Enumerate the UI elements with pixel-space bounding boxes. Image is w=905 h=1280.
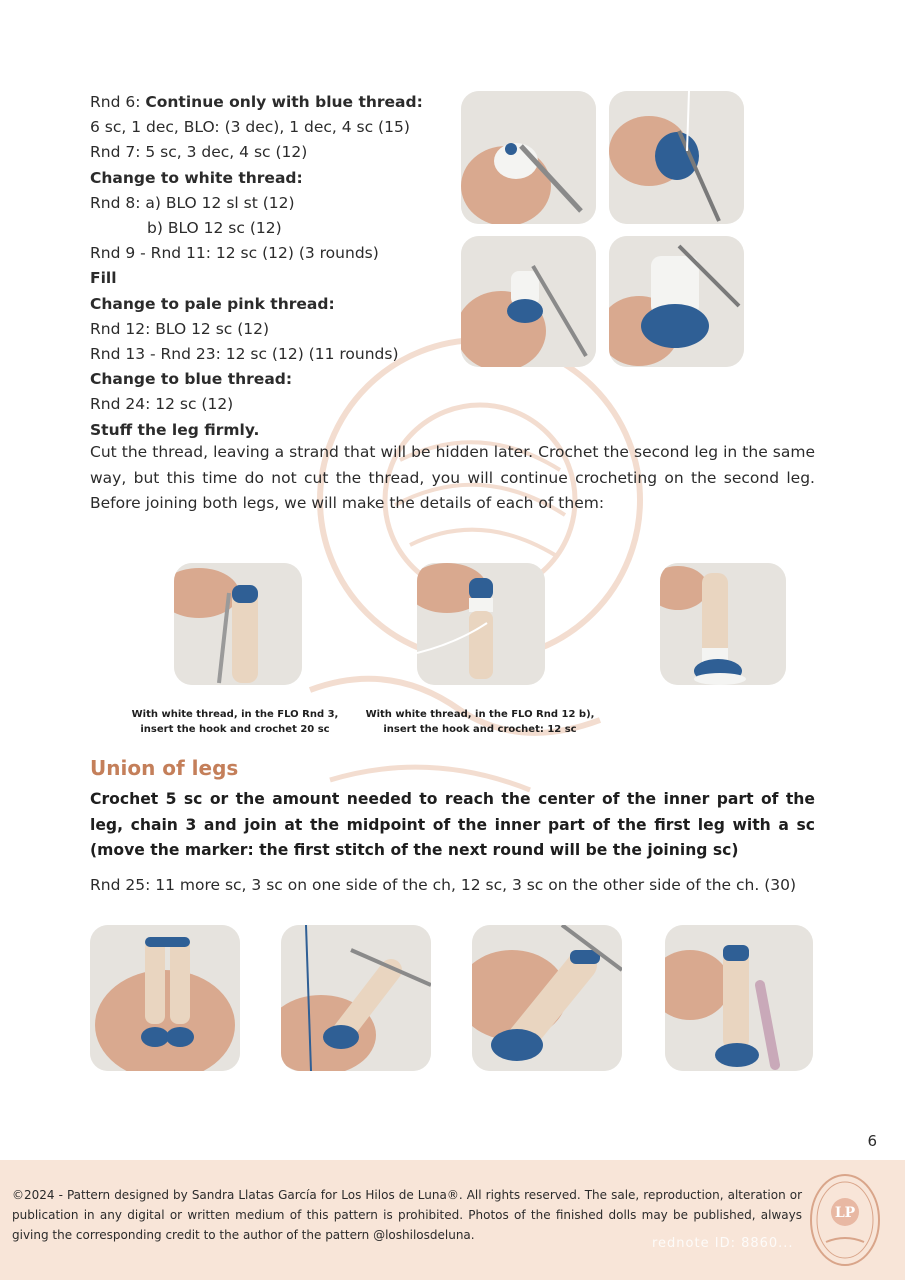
caption-1 — [110, 707, 360, 737]
page-number: 6 — [867, 1132, 877, 1150]
caption-1-line2: insert the hook and crochet 20 sc — [140, 724, 330, 735]
caption-2 — [355, 707, 605, 737]
change-blue-line: Change to blue thread: — [90, 370, 293, 389]
rnd8a-line: Rnd 8: a) BLO 12 sl st (12) — [90, 193, 295, 212]
rnd7-line: Rnd 7: 5 sc, 3 dec, 4 sc (12) — [90, 143, 308, 162]
photo-step-4 — [609, 236, 744, 367]
stuff-line: Stuff the leg firmly. — [90, 420, 260, 439]
rnd13-23-line: Rnd 13 - Rnd 23: 12 sc (12) (11 rounds) — [90, 345, 399, 364]
leg-paragraph: Cut the thread, leaving a strand that will be hidden later. Crochet the second leg in the same way, but this time do not cut the thread, you will continue crocheting on the second leg. Before joining both legs, we will make the details of each of them: — [90, 443, 815, 512]
change-white-line: Change to white thread: — [90, 168, 303, 187]
caption-2-line1: With white thread, in the FLO Rnd 12 b), — [365, 709, 595, 720]
photo-detail-2 — [417, 563, 545, 685]
photo-union-2 — [281, 925, 431, 1071]
photo-step-1 — [461, 91, 596, 224]
rnd12-line: Rnd 12: BLO 12 sc (12) — [90, 319, 270, 338]
union-instructions: Crochet 5 sc or the amount needed to reach the center of the inner part of the leg, chain 3 and join at the midpoint of the inner part of the first leg with a sc (move the marker: the first stitch of the next round will be the joining sc) — [90, 790, 815, 859]
union-heading: Union of legs — [90, 756, 239, 780]
caption-2-line2: insert the hook and crochet: 12 sc — [383, 724, 577, 735]
photo-detail-3 — [660, 563, 786, 685]
rnd9-11-line: Rnd 9 - Rnd 11: 12 sc (12) (3 rounds) — [90, 244, 379, 263]
photo-step-2 — [609, 91, 744, 224]
rnd24-line: Rnd 24: 12 sc (12) — [90, 395, 234, 414]
rnd6-prefix: Rnd 6: — [90, 93, 146, 111]
photo-union-4 — [665, 925, 813, 1071]
instructions-block — [90, 90, 450, 443]
rnd6-detail: 6 sc, 1 dec, BLO: (3 dec), 1 dec, 4 sc (15) — [90, 118, 410, 137]
rnd6-line — [90, 90, 450, 115]
fill-line: Fill — [90, 269, 117, 288]
brand-logo-icon — [808, 1172, 882, 1268]
rednote-watermark: rednote ID: 8860... — [652, 1236, 794, 1251]
footer — [0, 1160, 905, 1280]
photo-step-3 — [461, 236, 596, 367]
photo-union-1 — [90, 925, 240, 1071]
copyright-text: ©2024 - Pattern designed by Sandra Llatas García for Los Hilos de Luna®. All rights reserved. The sale, reproduction, alteration or publication in any digital or written medium of this pattern is prohibited. Photos of the finished dolls may be published, always giving the corresponding credit to the author of the pattern @loshilosdeluna. — [12, 1188, 802, 1242]
rnd25-line: Rnd 25: 11 more sc, 3 sc on one side of the ch, 12 sc, 3 sc on the other side of the ch. (30) — [90, 876, 797, 894]
rnd8b-line: b) BLO 12 sc (12) — [147, 219, 282, 238]
photo-union-3 — [472, 925, 622, 1071]
rnd6-bold: Continue only with blue thread: — [145, 93, 423, 111]
caption-1-line1: With white thread, in the FLO Rnd 3, — [131, 709, 339, 720]
photo-detail-1 — [174, 563, 302, 685]
logo-text: LP — [834, 1205, 856, 1221]
change-pink-line: Change to pale pink thread: — [90, 294, 335, 313]
